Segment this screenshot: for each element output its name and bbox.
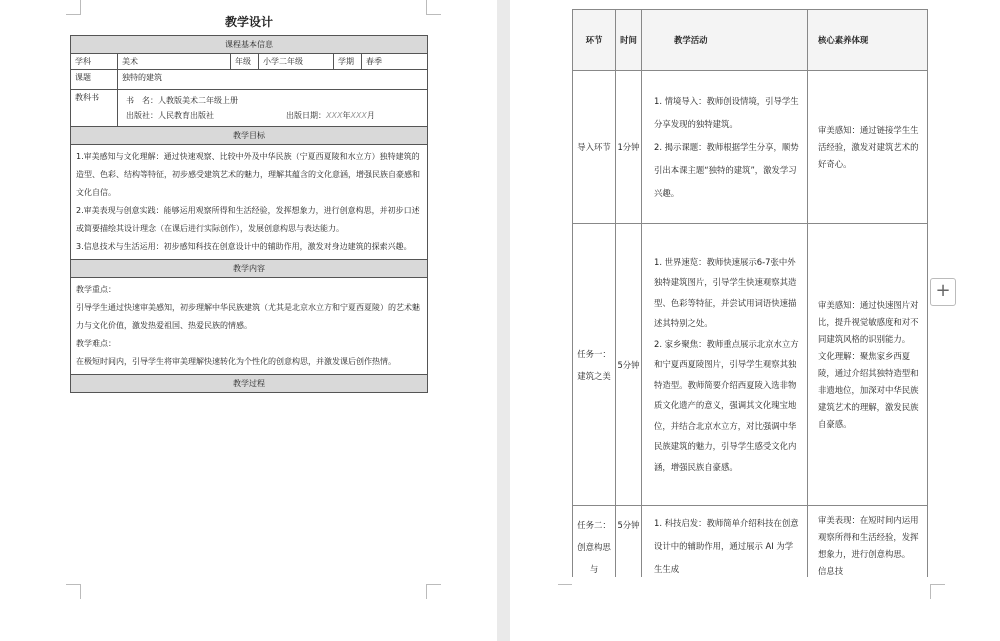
textbook-label: 教科书: [71, 90, 118, 127]
pub-month-unit: 月: [366, 111, 375, 120]
crop-mark: [426, 0, 441, 15]
page-bottom-margin: [572, 577, 930, 641]
core-cell[interactable]: 审美感知：通过快速图片对比，提升视觉敏感度和对不同建筑风格的识别能力。 文化理解：聚焦家乡西夏陵，通过介绍其独特造型和非遗地位，加深对中华民族建筑艺术的理解，激发民族自豪感。: [808, 224, 928, 506]
pub-year: XXX: [326, 111, 343, 120]
add-row-button[interactable]: +: [930, 278, 956, 306]
header-activity: 教学活动: [642, 10, 808, 71]
teaching-process-table: [572, 9, 928, 596]
activity-cell[interactable]: 1. 情境导入：教师创设情境，引导学生分享发现的独特建筑。 2. 揭示课题：教师根据学生分享，顺势引出本课主题“独特的建筑”，激发学习兴趣。: [642, 71, 808, 224]
teaching-content[interactable]: [71, 278, 428, 375]
publisher: 出版社：人民教育出版社: [126, 111, 214, 120]
header-stage: 环节: [573, 10, 616, 71]
stage-cell[interactable]: 导入环节: [573, 71, 616, 224]
section-header: 教学内容: [71, 260, 428, 278]
topic-label: 课题: [71, 70, 118, 90]
topic-value[interactable]: 独特的建筑: [118, 70, 428, 90]
crop-mark: [426, 584, 441, 599]
activity-cell[interactable]: 1. 科技启发：教师简单介绍科技在创意设计中的辅助作用，通过展示 AI 为学生生成: [642, 506, 808, 596]
document-title: 教学设计: [224, 15, 273, 29]
crop-mark: [558, 584, 573, 599]
header-time: 时间: [616, 10, 642, 71]
time-cell[interactable]: 5分钟: [616, 224, 642, 506]
crop-mark: [930, 584, 945, 599]
grade-value[interactable]: 小学二年级: [259, 54, 334, 70]
core-cell[interactable]: 审美表现：在短时间内运用观察所得和生活经验，发挥想象力，进行创意构思。 信息技: [808, 506, 928, 596]
crop-mark: [66, 584, 81, 599]
goal-item: 2.审美表现与创意实践：能够运用观察所得和生活经验，发挥想象力，进行创意构思，并初步口述或简要描绘其设计理念（在课后进行实际创作），发展创意构思与表达能力。: [76, 206, 420, 233]
content-line: 引导学生通过快速审美感知，初步理解中华民族建筑（尤其是北京水立方和宁夏西夏陵）的艺术魅力与文化价值，激发热爱祖国、热爱民族的情感。: [76, 303, 420, 330]
teaching-goals[interactable]: [71, 145, 428, 260]
stage-cell[interactable]: 任务一：建筑之美: [573, 224, 616, 506]
goal-item: 1.审美感知与文化理解：通过快速观察、比较中外及中华民族（宁夏西夏陵和水立方）独特建筑的造型、色彩、结构等特征，初步感受建筑艺术的魅力，理解其蕴含的文化意涵，增强民族自豪感和文化自信。: [76, 152, 420, 197]
subject-value[interactable]: 美术: [118, 54, 231, 70]
pub-month: XXX: [350, 111, 367, 120]
content-line: 在极短时间内，引导学生将审美理解快速转化为个性化的创意构思，并激发课后创作热情。: [76, 357, 396, 366]
goal-item: 3.信息技术与生活运用：初步感知科技在创意设计中的辅助作用，激发对身边建筑的探索兴趣。: [76, 242, 412, 251]
section-header: 课程基本信息: [71, 36, 428, 54]
book-name: 书 名：人教版美术二年级上册: [126, 96, 238, 105]
time-cell[interactable]: 1分钟: [616, 71, 642, 224]
header-core: 核心素养体现: [808, 10, 928, 71]
textbook-info[interactable]: [118, 90, 428, 127]
pub-date-label: 出版日期：: [286, 111, 326, 120]
pub-year-unit: 年: [342, 111, 351, 120]
activity-cell[interactable]: 1. 世界速览：教师快速展示6-7张中外独特建筑图片，引导学生快速观察其造型、色彩等特征，并尝试用词语快速描述其特别之处。 2. 家乡聚焦：教师重点展示北京水立方和宁夏西夏陵图片，引导学生观察其独特造型。教师简要介绍西夏陵入选非物质文化遗产的意义，强调其文化瑰宝地位，并结合北京水立方，对比强调中华民族建筑的魅力，引导学生感受文化内涵，增强民族自豪感。: [642, 224, 808, 506]
section-header: 教学目标: [71, 127, 428, 145]
term-value[interactable]: 春季: [362, 54, 428, 70]
term-label: 学期: [334, 54, 362, 70]
time-cell[interactable]: 5分钟: [616, 506, 642, 596]
stage-cell[interactable]: 任务二：创意构思与: [573, 506, 616, 596]
document-page-1: [0, 0, 497, 641]
subject-label: 学科: [71, 54, 118, 70]
core-cell[interactable]: 审美感知：通过链接学生生活经验，激发对建筑艺术的好奇心。: [808, 71, 928, 224]
content-line: 教学重点：: [76, 285, 116, 294]
grade-label: 年级: [231, 54, 259, 70]
content-line: 教学难点：: [76, 339, 116, 348]
section-header: 教学过程: [71, 375, 428, 393]
course-info-table: [70, 35, 428, 393]
